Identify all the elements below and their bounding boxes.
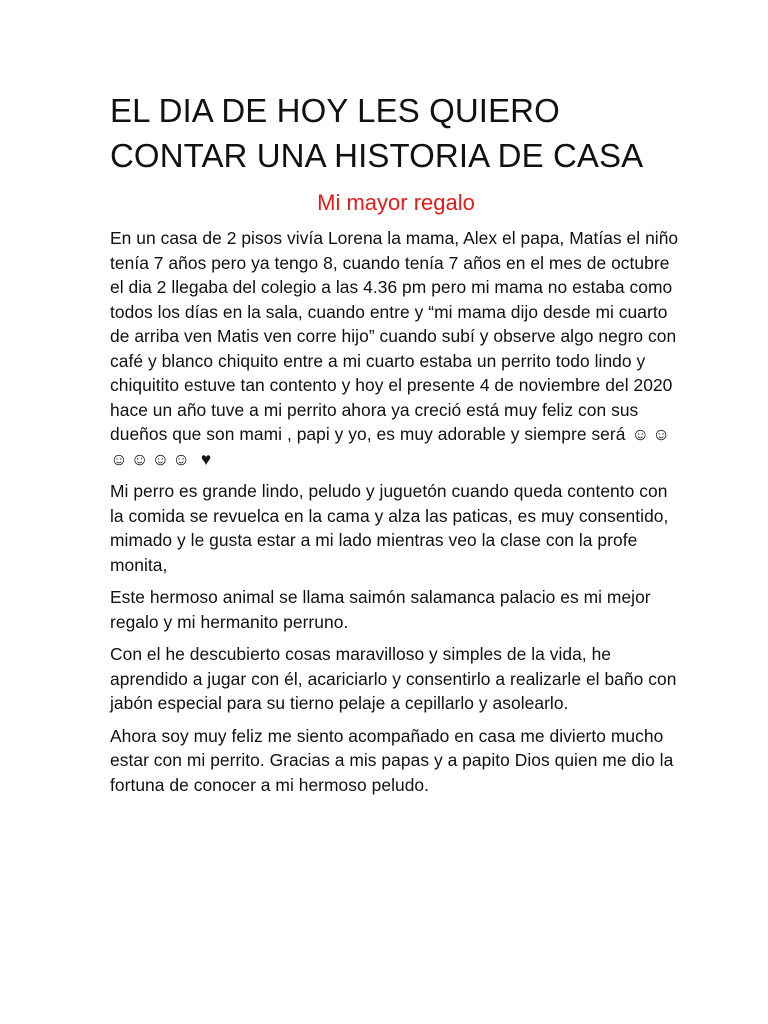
paragraph-3: Este hermoso animal se llama saimón salamanca palacio es mi mejor regalo y mi hermanito perruno. [110,587,651,632]
document-title: EL DIA DE HOY LES QUIERO CONTAR UNA HISTORIA DE CASA [110,92,644,174]
paragraph-1-text: En un casa de 2 pisos vivía Lorena la mama, Alex el papa, Matías el niño tenía 7 años pero ya tengo 8, cuando tenía 7 años en el mes de octubre el dia 2 llegaba del colegio a las 4.36 pm pero mi mama no estaba como todos los días en la sala, cuando entre y “mi mama dijo desde mi cuarto de arriba ven Matis ven corre hijo” cuando subí y observe algo negro con café y blanco chiquito entre a mi cuarto estaba un perrito todo lindo y chiquitito estuve tan contento y hoy el presente 4 de noviembre del 2020 hace un año tuve a mi perrito ahora ya creció está muy feliz con sus dueños que son mami , papi y yo, es muy adorable y siempre será [110,228,679,444]
paragraph-2: Mi perro es grande lindo, peludo y juguetón cuando queda contento con la comida se revuelca en la cama y alza las paticas, es muy consentido, mimado y le gusta estar a mi lado mientras veo la clase con la profe monita, [110,481,669,575]
paragraph-5: Ahora soy muy feliz me siento acompañado en casa me divierto mucho estar con mi perrito. Gracias a mis papas y a papito Dios quien me dio la fortuna de conocer a mi hermoso peludo. [110,725,674,795]
paragraph-1 [110,226,682,471]
document-subtitle: Mi mayor regalo [317,190,475,215]
paragraph-4: Con el he descubierto cosas maravilloso y simples de la vida, he aprendido a jugar con él, acariciarlo y consentirlo a realizarle el baño con jabón especial para su tierno pelaje a cepillarlo y asolearlo. [110,644,677,713]
document-body [110,226,682,797]
smiley-heart-icons: ☺☺☺☺☺☺ ♥ [110,424,673,469]
